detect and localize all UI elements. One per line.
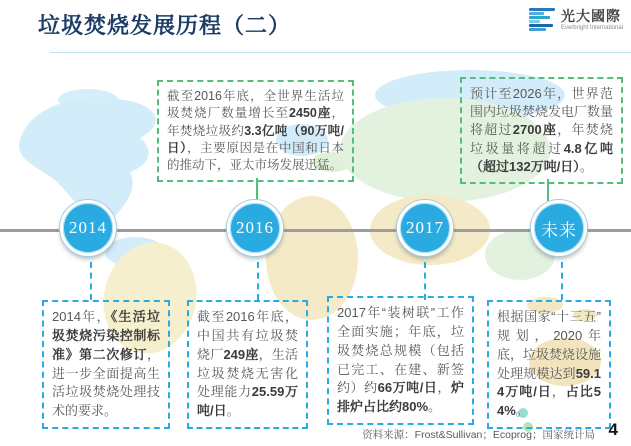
note-china-future — [487, 300, 611, 429]
note-text: 根据国家“十三五”规划，2020年底，垃圾焚烧设施处理规模达到59.14万吨/日，占比54%。 — [497, 309, 602, 419]
note-text: 2014年，《生活垃圾焚烧污染控制标准》第二次修订，进一步全面提高生活垃圾焚烧处理技术的要求。 — [52, 309, 160, 419]
note-text: 截至2016年底，全世界生活垃圾焚烧厂数量增长至2450座，年焚烧垃圾约3.3亿吨（90万吨/日），主要原因是在中国和日本的推动下，亚太市场发展迅猛。 — [167, 89, 344, 172]
note-china-2017 — [327, 296, 474, 425]
note-china-2014 — [42, 300, 170, 429]
logo-text — [561, 9, 623, 31]
everbright-logo — [529, 8, 623, 31]
everbright-logo-icon — [529, 8, 556, 31]
logo-name-en: Everbright International — [560, 24, 623, 31]
connector-blue-2016 — [257, 262, 259, 300]
note-world-2016 — [157, 80, 354, 182]
timeline-node-label: 2014 — [69, 218, 107, 237]
timeline-node-2017 — [397, 200, 453, 256]
timeline-node-2016 — [227, 200, 283, 256]
page-number: 4 — [608, 420, 618, 439]
note-text: 截至2016年底，中国共有垃圾焚烧厂249座，生活垃圾焚烧无害化处理能力25.59万吨/日。 — [197, 309, 298, 419]
connector-blue-2014 — [90, 262, 92, 300]
page-title: 垃圾焚烧发展历程（二） — [38, 13, 292, 38]
timeline-node-label: 2016 — [236, 218, 274, 237]
note-text: 2017年“装树联”工作全面实施；年底，垃圾焚烧总规模（包括已完工、在建、新签约）约66万吨/日，炉排炉占比约80%。 — [337, 305, 464, 415]
footer-source: 资料来源：Frost&Sullivan；Ecoprog；国家统计局 — [362, 429, 595, 441]
note-world-2026 — [460, 77, 623, 184]
header — [0, 0, 631, 52]
connector-blue-2017 — [424, 262, 426, 300]
connector-blue-future — [561, 262, 563, 300]
timeline-node-label: 2017 — [406, 218, 444, 237]
logo-name-cn: 光大國際 — [560, 7, 621, 24]
timeline-node-label: 未来 — [541, 220, 577, 240]
timeline-node-future — [531, 200, 587, 256]
note-text: 预计至2026年，世界范围内垃圾焚烧发电厂数量将超过2700座，年焚烧垃圾量将超过4.8亿吨（超过132万吨/日）。 — [470, 86, 614, 174]
note-china-2016 — [187, 300, 308, 429]
timeline-node-2014 — [60, 200, 116, 256]
